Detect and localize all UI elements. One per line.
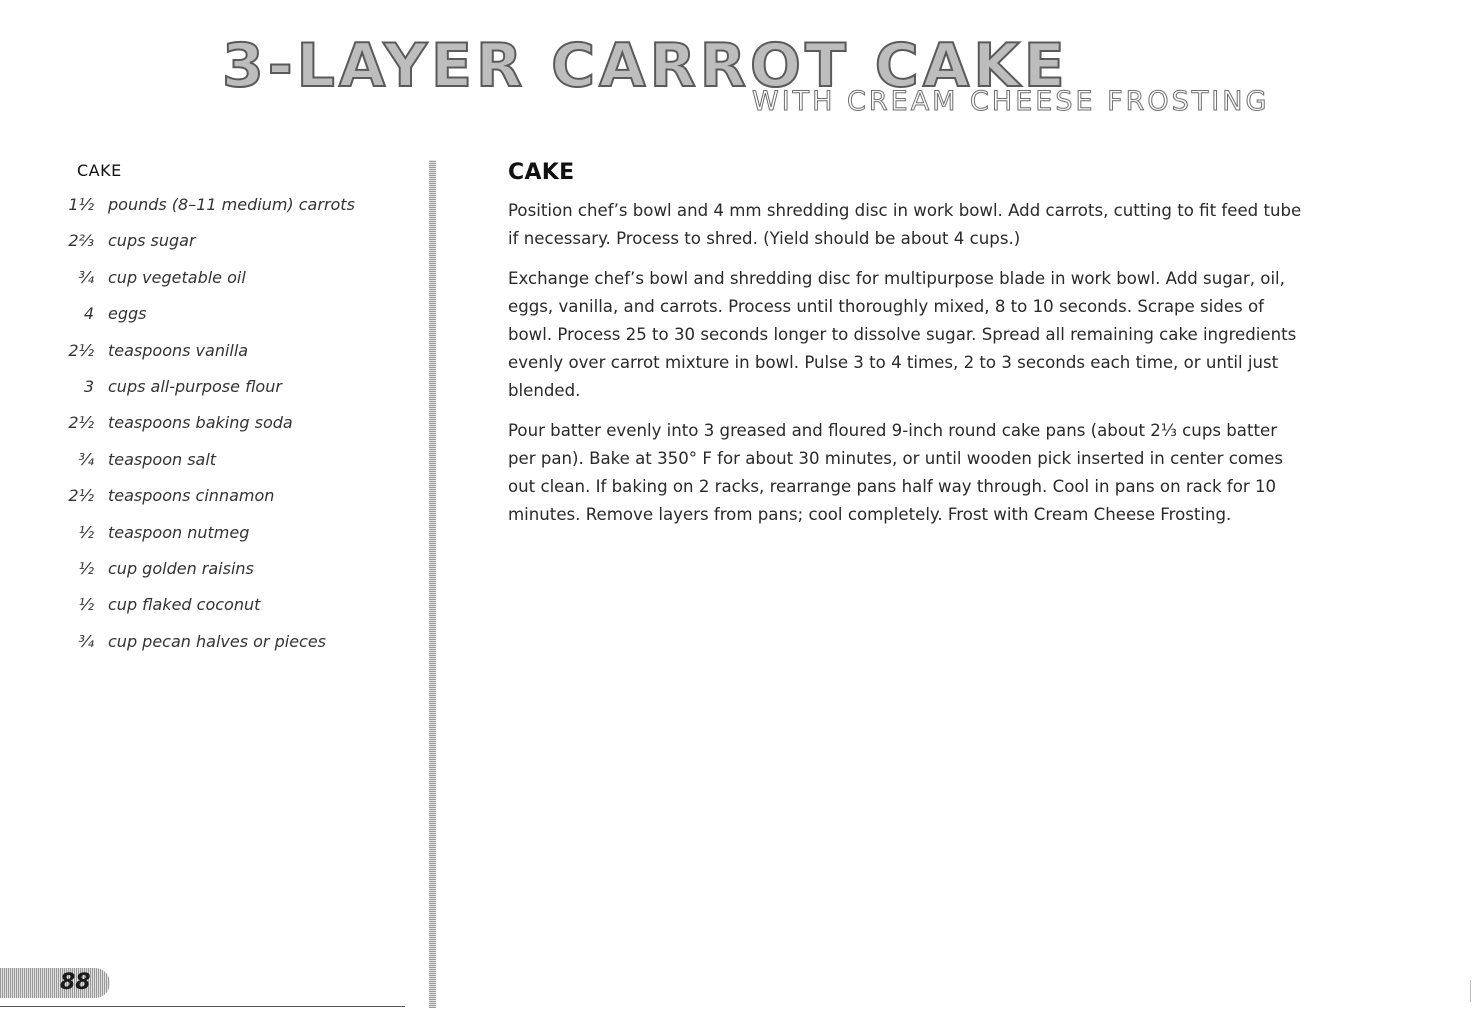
- ingredient-item: [60, 304, 355, 340]
- ingredient-text: pounds (8–11 medium) carrots: [108, 195, 355, 214]
- ingredient-item: [60, 450, 355, 486]
- ingredient-item: [60, 523, 355, 559]
- ingredient-item: [60, 559, 355, 595]
- ingredient-text: cup golden raisins: [108, 558, 254, 578]
- column-divider: [429, 160, 436, 1008]
- ingredient-quantity: 1½: [68, 195, 94, 214]
- ingredients-heading: CAKE: [77, 161, 122, 180]
- ingredient-text: cup flaked coconut: [108, 595, 261, 615]
- ingredient-quantity: ¾: [78, 267, 94, 287]
- ingredient-text: cups all-purpose flour: [108, 376, 282, 396]
- ingredient-item: [60, 377, 355, 413]
- ingredient-item: [60, 632, 355, 668]
- ingredient-text: eggs: [108, 304, 147, 324]
- page-number-tab: [0, 968, 110, 998]
- bottom-rule: [0, 1006, 405, 1007]
- ingredient-quantity: ½: [78, 558, 94, 578]
- recipe-title: 3-LAYER CARROT CAKE: [222, 31, 1069, 101]
- ingredient-quantity: 4: [83, 304, 94, 324]
- ingredient-quantity: ¾: [78, 449, 94, 469]
- ingredient-quantity: 2½: [68, 340, 94, 360]
- directions-body: [508, 197, 1308, 541]
- direction-paragraph: Position chef’s bowl and 4 mm shredding disc in work bowl. Add carrots, cutting to fit feed tube if necessary. Process to shred. (Yield should be about 4 cups.): [508, 201, 1302, 248]
- edge-mark: [1470, 980, 1471, 1002]
- direction-paragraph: Exchange chef’s bowl and shredding disc for multipurpose blade in work bowl. Add sugar, oil, eggs, vanilla, and carrots. Process until thoroughly mixed, 8 to 10 seconds. Scrape sides of bowl. Process 25 to 30 seconds longer to dissolve sugar. Spread all remaining cake ingredients evenly over carrot mixture in bowl. Pulse 3 to 4 times, 2 to 3 seconds each time, or until just blended.: [508, 269, 1297, 400]
- ingredient-item: [60, 195, 355, 231]
- ingredient-text: cup vegetable oil: [108, 267, 246, 287]
- ingredient-item: [60, 595, 355, 631]
- page-number: 88: [60, 970, 91, 995]
- ingredient-text: cup pecan halves or pieces: [108, 631, 327, 651]
- ingredient-item: [60, 341, 355, 377]
- ingredient-quantity: 2⅔: [68, 231, 94, 251]
- ingredient-text: teaspoons baking soda: [108, 413, 293, 433]
- ingredient-quantity: 2½: [68, 486, 94, 506]
- ingredient-quantity: 2½: [68, 413, 94, 433]
- ingredient-text: teaspoon salt: [108, 449, 217, 469]
- ingredient-text: teaspoon nutmeg: [108, 522, 250, 542]
- ingredient-text: teaspoons cinnamon: [108, 486, 275, 506]
- directions-heading: CAKE: [508, 160, 575, 185]
- ingredient-item: [60, 413, 355, 449]
- ingredient-quantity: ¾: [78, 631, 94, 651]
- recipe-subtitle: WITH CREAM CHEESE FROSTING: [752, 86, 1270, 117]
- ingredient-text: teaspoons vanilla: [108, 340, 249, 360]
- ingredient-item: [60, 486, 355, 522]
- ingredient-text: cups sugar: [108, 231, 196, 251]
- ingredient-item: [60, 231, 355, 267]
- ingredient-quantity: ½: [78, 522, 94, 542]
- ingredient-quantity: ½: [78, 595, 94, 615]
- ingredients-list: [60, 195, 355, 668]
- ingredient-quantity: 3: [83, 376, 94, 396]
- direction-paragraph: Pour batter evenly into 3 greased and floured 9-inch round cake pans (about 2⅓ cups batter per pan). Bake at 350° F for about 30 minutes, or until wooden pick inserted in center comes out clean. If baking on 2 racks, rearrange pans half way through. Cool in pans on rack for 10 minutes. Remove layers from pans; cool completely. Frost with Cream Cheese Frosting.: [508, 421, 1284, 524]
- ingredient-item: [60, 268, 355, 304]
